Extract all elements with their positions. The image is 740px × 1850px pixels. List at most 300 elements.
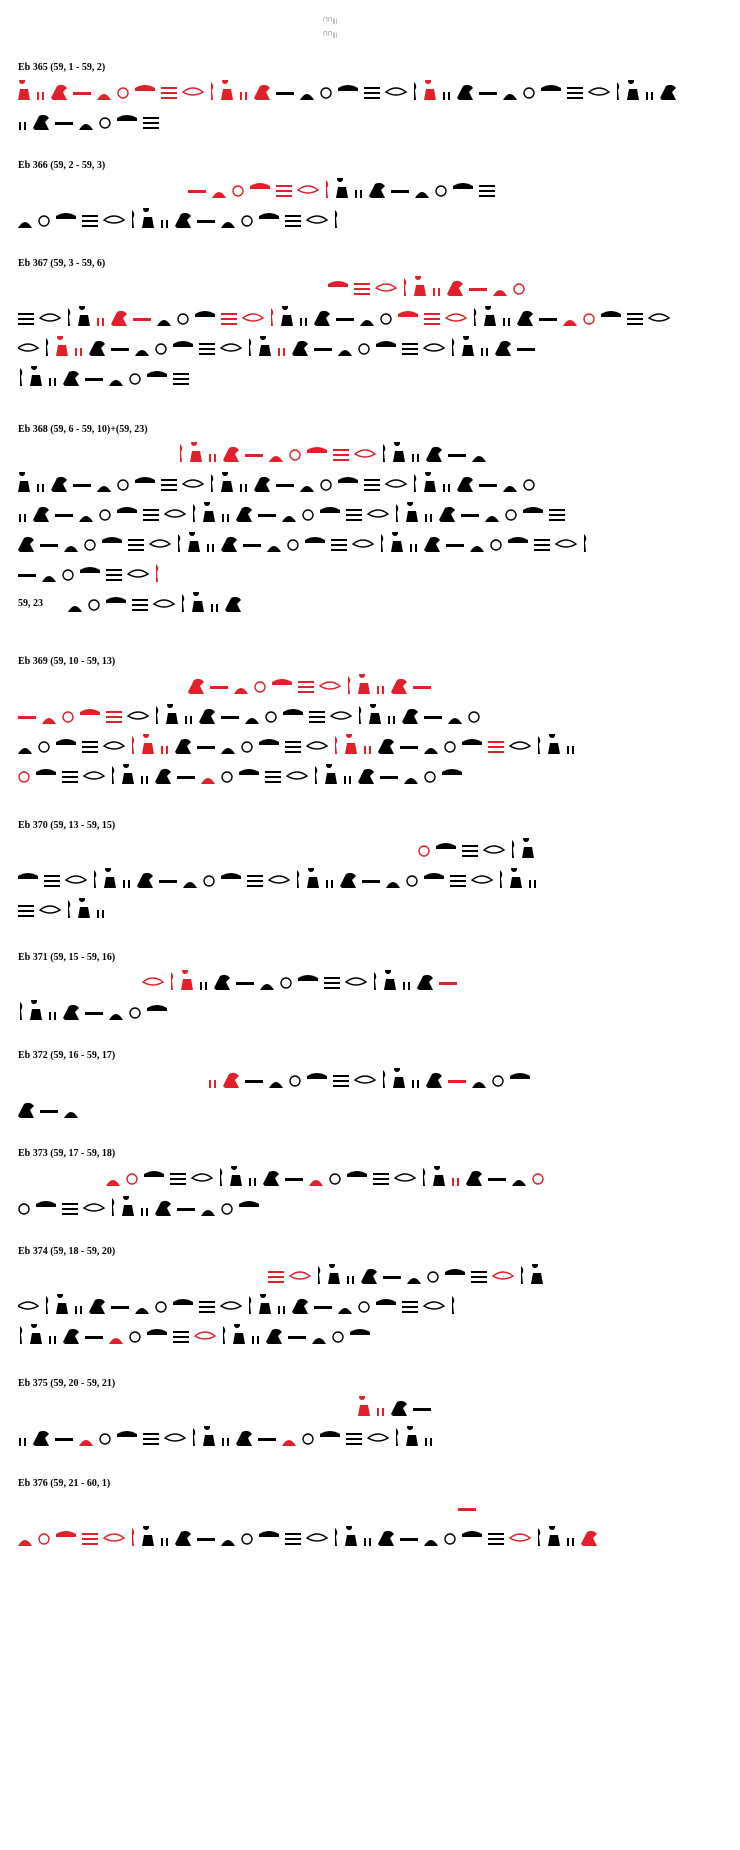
entry-label: Eb 375 (59, 20 - 59, 21) (18, 1378, 116, 1389)
hieroglyph-sign (236, 982, 254, 985)
hieroglyph-sign (548, 1526, 560, 1546)
hieroglyph-sign (122, 764, 134, 784)
hieroglyph-sign (68, 900, 70, 918)
hieroglyph-sign (178, 314, 188, 324)
rubric-sign (142, 734, 154, 754)
hieroglyph-sign (541, 85, 561, 91)
hieroglyph-sign (395, 1174, 415, 1181)
hieroglyph-line (18, 178, 718, 202)
hieroglyph-sign (104, 216, 124, 223)
hieroglyph-sign (462, 336, 474, 356)
rubric-sign (188, 679, 204, 694)
rubric-sign (290, 450, 300, 460)
hieroglyph-sign (106, 569, 122, 581)
hieroglyph-sign (197, 220, 215, 223)
hieroglyph-sign (185, 716, 192, 724)
hieroglyph-sign (472, 1082, 486, 1088)
hieroglyph-sign (177, 1208, 195, 1211)
hieroglyph-line (18, 1264, 718, 1288)
hieroglyph-sign (85, 1336, 103, 1339)
hieroglyph-sign (538, 1528, 540, 1546)
hieroglyph-sign (64, 1112, 78, 1118)
hieroglyph-sign (141, 1208, 148, 1216)
hieroglyph-lines (18, 1068, 718, 1122)
hieroglyph-sign (414, 82, 416, 100)
rubric-sign (106, 711, 122, 723)
entry-eb-365 (18, 62, 718, 134)
hieroglyph-sign (82, 741, 98, 753)
hieroglyph-sign (211, 474, 213, 492)
hieroglyph-sign (539, 318, 557, 321)
hieroglyph-sign (142, 1526, 154, 1546)
hieroglyph-sign (383, 1276, 401, 1279)
hieroglyph-sign (263, 1171, 279, 1186)
hieroglyph-sign (307, 742, 327, 749)
hieroglyph-sign (220, 1168, 222, 1186)
hieroglyph-line (18, 734, 718, 758)
hieroglyph-sign (117, 1431, 137, 1437)
hieroglyph-sign (63, 371, 79, 386)
hieroglyph-sign (157, 320, 171, 326)
hieroglyph-sign (44, 875, 60, 887)
hieroglyph-sign (378, 1531, 394, 1546)
hieroglyph-sign (300, 318, 307, 326)
hieroglyph-sign (660, 85, 676, 100)
hieroglyph-sign (512, 1180, 526, 1186)
hieroglyph-sign (222, 1204, 232, 1214)
hieroglyph-sign (307, 1534, 327, 1541)
hieroglyph-sign (64, 546, 78, 552)
hieroglyph-line (18, 1000, 718, 1024)
hieroglyph-sign (63, 1329, 79, 1344)
hieroglyph-sign (249, 1296, 251, 1314)
hieroglyph-sign (307, 216, 327, 223)
rubric-sign (111, 311, 127, 326)
hieroglyph-sign (439, 507, 455, 522)
hieroglyph-sign (283, 709, 303, 715)
hieroglyph-sign (428, 1272, 438, 1282)
rubric-sign (221, 80, 233, 100)
hieroglyph-sign (19, 514, 26, 522)
rubric-sign (563, 320, 577, 326)
hieroglyph-sign (239, 1201, 259, 1207)
hieroglyph-sign (466, 1171, 482, 1186)
folio-number (300, 14, 360, 46)
hieroglyph-sign (66, 876, 86, 883)
hieroglyph-sign (396, 504, 398, 522)
hieroglyph-sign (40, 544, 58, 547)
hieroglyph-sign (517, 348, 535, 351)
hieroglyph-sign (521, 1266, 523, 1284)
hieroglyph-sign (242, 216, 252, 226)
hieroglyph-sign (364, 479, 380, 491)
hieroglyph-sign (73, 484, 91, 487)
hieroglyph-sign (481, 348, 488, 356)
hieroglyph-sign (221, 748, 235, 754)
hieroglyph-sign (63, 1005, 79, 1020)
hieroglyph-sign (39, 216, 49, 226)
hieroglyph-sign (269, 1082, 283, 1088)
entry-eb-366 (18, 160, 718, 232)
hieroglyph-sign (325, 764, 337, 784)
hieroglyph-sign (315, 766, 317, 784)
hieroglyph-sign (457, 477, 473, 492)
rubric-sign (335, 736, 337, 754)
hieroglyph-sign (305, 537, 325, 543)
hieroglyph-sign (391, 532, 403, 552)
hieroglyph-sign (386, 88, 406, 95)
hieroglyph-line (18, 1526, 718, 1550)
hieroglyph-sign (55, 514, 73, 517)
hieroglyph-sign (188, 532, 200, 552)
rubric-sign (404, 278, 406, 296)
hieroglyph-sign (383, 444, 385, 462)
entry-eb-373 (18, 1148, 718, 1220)
hieroglyph-sign (135, 350, 149, 356)
hieroglyph-sign (321, 88, 331, 98)
rubric-sign (488, 741, 504, 753)
rubric-sign (419, 846, 429, 856)
hieroglyph-sign (391, 190, 409, 193)
hieroglyph-sign (488, 1533, 504, 1545)
hieroglyph-sign (336, 318, 354, 321)
hieroglyph-sign (165, 510, 185, 517)
hieroglyph-sign (355, 1076, 375, 1083)
hieroglyph-sign (267, 546, 281, 552)
hieroglyph-sign (446, 544, 464, 547)
hieroglyph-sign (378, 739, 394, 754)
hieroglyph-sign (400, 1538, 418, 1541)
hieroglyph-sign (225, 597, 241, 612)
hieroglyph-sign (19, 122, 26, 130)
hieroglyph-sign (49, 1336, 56, 1344)
hieroglyph-sign (117, 115, 137, 121)
hieroglyph-sign (376, 1299, 396, 1305)
rubric-sign (493, 290, 507, 296)
hieroglyph-sign (524, 480, 534, 490)
hieroglyph-sign (173, 1299, 193, 1305)
hieroglyph-sign (62, 1203, 78, 1215)
hieroglyph-line (18, 276, 718, 300)
hieroglyph-sign (214, 975, 230, 990)
hieroglyph-sign (485, 516, 499, 522)
hieroglyph-sign (20, 1326, 22, 1344)
rubric-sign (326, 180, 328, 198)
hieroglyph-sign (417, 975, 433, 990)
hieroglyph-sign (531, 1264, 543, 1284)
hieroglyph-sign (423, 1168, 425, 1186)
rubric-sign (298, 681, 314, 693)
hieroglyph-sign (445, 1534, 455, 1544)
hieroglyph-sign (369, 183, 385, 198)
hieroglyph-sign (36, 1201, 56, 1207)
rubric-sign (243, 314, 263, 321)
hieroglyph-sign (221, 1540, 235, 1546)
rubric-sign (458, 1508, 476, 1511)
hieroglyph-sign (161, 479, 177, 491)
rubric-sign (355, 450, 375, 457)
entry-label: Eb 374 (59, 18 - 59, 20) (18, 1246, 116, 1257)
hieroglyph-sign (474, 308, 476, 326)
hieroglyph-sign (510, 1073, 530, 1079)
hieroglyph-sign (260, 984, 274, 990)
hieroglyph-sign (55, 1438, 73, 1441)
hieroglyph-lines (18, 80, 718, 134)
hieroglyph-sign (183, 882, 197, 888)
rubric-sign (161, 87, 177, 99)
rubric-sign (106, 1180, 120, 1186)
rubric-sign (132, 736, 134, 754)
hieroglyph-line (18, 208, 718, 232)
rubric-sign (240, 92, 247, 100)
hieroglyph-sign (344, 776, 351, 784)
hieroglyph-sign (646, 92, 653, 100)
rubric-sign (278, 348, 285, 356)
hieroglyph-sign (331, 712, 351, 719)
hieroglyph-sign (374, 972, 376, 990)
hieroglyph-sign (292, 341, 308, 356)
rubric-sign (354, 283, 370, 295)
hieroglyph-sign (321, 480, 331, 490)
hieroglyph-line (18, 1294, 718, 1318)
hieroglyph-line (18, 764, 718, 788)
hieroglyph-sign (381, 534, 383, 552)
hieroglyph-sign (510, 742, 530, 749)
rubric-sign (250, 183, 270, 189)
hieroglyph-sign (345, 1526, 357, 1546)
rubric-sign (156, 564, 158, 582)
rubric-sign (271, 308, 273, 326)
hieroglyph-sign (175, 213, 191, 228)
hieroglyph-sign (203, 502, 215, 522)
hieroglyph-sign (144, 1171, 164, 1177)
hieroglyph-sign (307, 1073, 327, 1079)
hieroglyph-sign (326, 880, 333, 888)
hieroglyph-sign (309, 711, 325, 723)
hieroglyph-sign (177, 776, 195, 779)
hieroglyph-sign (137, 873, 153, 888)
hieroglyph-sign (384, 970, 396, 990)
hieroglyph-lines (18, 276, 718, 390)
hieroglyph-sign (173, 373, 189, 385)
hieroglyph-sign (155, 1201, 171, 1216)
hieroglyph-sign (359, 1302, 369, 1312)
hieroglyph-sign (503, 486, 517, 492)
hieroglyph-sign (386, 882, 400, 888)
hieroglyph-sign (165, 1434, 185, 1441)
hieroglyph-lines (18, 1166, 718, 1220)
hieroglyph-sign (584, 534, 586, 552)
entry-label: Eb 371 (59, 15 - 59, 16) (18, 952, 116, 963)
rubric-sign (276, 185, 292, 197)
hieroglyph-sign (243, 544, 261, 547)
hieroglyph-line (18, 970, 718, 994)
hieroglyph-sign (298, 975, 318, 981)
hieroglyph-sign (402, 343, 418, 355)
entry-eb-371 (18, 952, 718, 1024)
hieroglyph-sign (128, 712, 148, 719)
hieroglyph-sign (142, 208, 154, 228)
hieroglyph-sign (346, 1433, 362, 1445)
hieroglyph-sign (314, 1306, 332, 1309)
hieroglyph-sign (18, 905, 34, 917)
hieroglyph-sign (183, 480, 203, 487)
hieroglyph-sign (199, 1301, 215, 1313)
hieroglyph-sign (285, 215, 301, 227)
hieroglyph-sign (443, 92, 450, 100)
hieroglyph-sign (627, 313, 643, 325)
rubric-sign (377, 686, 384, 694)
rubric-sign (133, 318, 151, 321)
hieroglyph-sign (445, 1269, 465, 1275)
hieroglyph-sign (548, 734, 560, 754)
hieroglyph-sign (40, 906, 60, 913)
hieroglyph-sign (358, 769, 374, 784)
entry-eb-369 (18, 656, 718, 788)
hieroglyph-sign (30, 1324, 42, 1344)
hieroglyph-sign (79, 516, 93, 522)
hieroglyph-sign (424, 1540, 438, 1546)
rubric-sign (533, 1174, 543, 1184)
hieroglyph-sign (207, 544, 214, 552)
rubric-sign (469, 288, 487, 291)
entry-label: Eb 372 (59, 16 - 59, 17) (18, 1050, 116, 1061)
hieroglyph-sign (297, 870, 299, 888)
hieroglyph-sign (20, 368, 22, 386)
rubric-sign (439, 982, 457, 985)
hieroglyph-sign (75, 1306, 82, 1314)
hieroglyph-sign (200, 982, 207, 990)
hieroglyph-lines (18, 1496, 718, 1550)
hieroglyph-sign (522, 838, 534, 858)
hieroglyph-sign (195, 311, 215, 317)
hieroglyph-sign (331, 539, 347, 551)
hieroglyph-sign (221, 873, 241, 879)
hieroglyph-sign (18, 873, 38, 879)
hieroglyph-sign (130, 1332, 140, 1342)
hieroglyph-sign (470, 546, 484, 552)
hieroglyph-sign (55, 122, 73, 125)
rubric-sign (109, 1338, 123, 1344)
hieroglyph-sign (18, 222, 32, 228)
hieroglyph-sign (285, 1533, 301, 1545)
hieroglyph-sign (278, 1306, 285, 1314)
hieroglyph-sign (249, 1178, 256, 1186)
hieroglyph-sign (361, 1269, 377, 1284)
rubric-sign (413, 686, 431, 689)
hieroglyph-sign (383, 1070, 385, 1088)
hieroglyph-sign (448, 718, 462, 724)
hieroglyph-sign (94, 870, 96, 888)
rubric-sign (97, 318, 104, 326)
hieroglyph-sign (236, 1431, 252, 1446)
hieroglyph-sign (89, 341, 105, 356)
hieroglyph-sign (78, 898, 90, 918)
hieroglyph-sign (413, 1408, 431, 1411)
rubric-sign (358, 674, 370, 694)
hieroglyph-sign (276, 484, 294, 487)
entry-eb-372 (18, 1050, 718, 1122)
rubric-sign (180, 444, 182, 462)
hieroglyph-sign (328, 1264, 340, 1284)
hieroglyph-sign (265, 771, 281, 783)
hieroglyph-sign (276, 92, 294, 95)
hieroglyph-sign (18, 1302, 38, 1309)
hieroglyph-sign (128, 570, 148, 577)
rubric-sign (493, 1272, 513, 1279)
hieroglyph-sign (201, 1210, 215, 1216)
hieroglyph-sign (175, 1531, 191, 1546)
hieroglyph-line (18, 1098, 718, 1122)
hieroglyph-sign (445, 742, 455, 752)
hieroglyph-sign (122, 1196, 134, 1216)
hieroglyph-sign (320, 507, 340, 513)
rubric-sign (424, 80, 436, 100)
hieroglyph-sign (221, 222, 235, 228)
hieroglyph-sign (359, 706, 361, 724)
hieroglyph-sign (199, 709, 215, 724)
rubric-sign (75, 348, 82, 356)
hieroglyph-sign (407, 876, 417, 886)
rubric-sign (254, 85, 270, 100)
rubric-sign (245, 454, 263, 457)
hieroglyph-sign (369, 704, 381, 724)
hieroglyph-sign (85, 378, 103, 381)
hieroglyph-sign (443, 484, 450, 492)
entry-eb-375 (18, 1378, 718, 1450)
hieroglyph-sign (300, 94, 314, 100)
hieroglyph-sign (436, 186, 446, 196)
hieroglyph-sign (335, 210, 337, 228)
rubric-sign (298, 186, 318, 193)
entry-eb-376 (18, 1478, 718, 1550)
hieroglyph-sign (338, 350, 352, 356)
hieroglyph-sign (199, 343, 215, 355)
hieroglyph-sign (85, 1012, 103, 1015)
hieroglyph-sign (318, 1266, 320, 1284)
hieroglyph-line (18, 1496, 718, 1520)
hieroglyph-sign (355, 190, 362, 198)
hieroglyph-sign (63, 570, 73, 580)
hieroglyph-lines (18, 1264, 718, 1348)
hieroglyph-sign (292, 1299, 308, 1314)
hieroglyph-sign (453, 183, 473, 189)
hieroglyph-sign (448, 454, 466, 457)
hieroglyph-sign (18, 1103, 34, 1118)
hieroglyph-sign (510, 868, 522, 888)
rubric-sign (221, 313, 237, 325)
hieroglyph-sign (135, 477, 155, 483)
hieroglyph-sign (161, 220, 168, 228)
hieroglyph-sign (33, 115, 49, 130)
hieroglyph-sign (18, 574, 36, 577)
hieroglyph-sign (400, 746, 418, 749)
hieroglyph-sign (112, 766, 114, 784)
hieroglyph-sign (159, 880, 177, 883)
hieroglyph-line (18, 502, 718, 526)
hieroglyph-sign (79, 124, 93, 130)
rubric-sign (269, 456, 283, 462)
hieroglyph-sign (109, 380, 123, 386)
hieroglyph-sign (436, 843, 456, 849)
rubric-sign (79, 1440, 93, 1446)
hieroglyph-sign (549, 509, 565, 521)
hieroglyph-sign (222, 1438, 229, 1446)
rubric-sign (118, 88, 128, 98)
rubric-sign (127, 1174, 137, 1184)
rubric-sign (358, 1396, 370, 1416)
hieroglyph-sign (252, 1336, 259, 1344)
